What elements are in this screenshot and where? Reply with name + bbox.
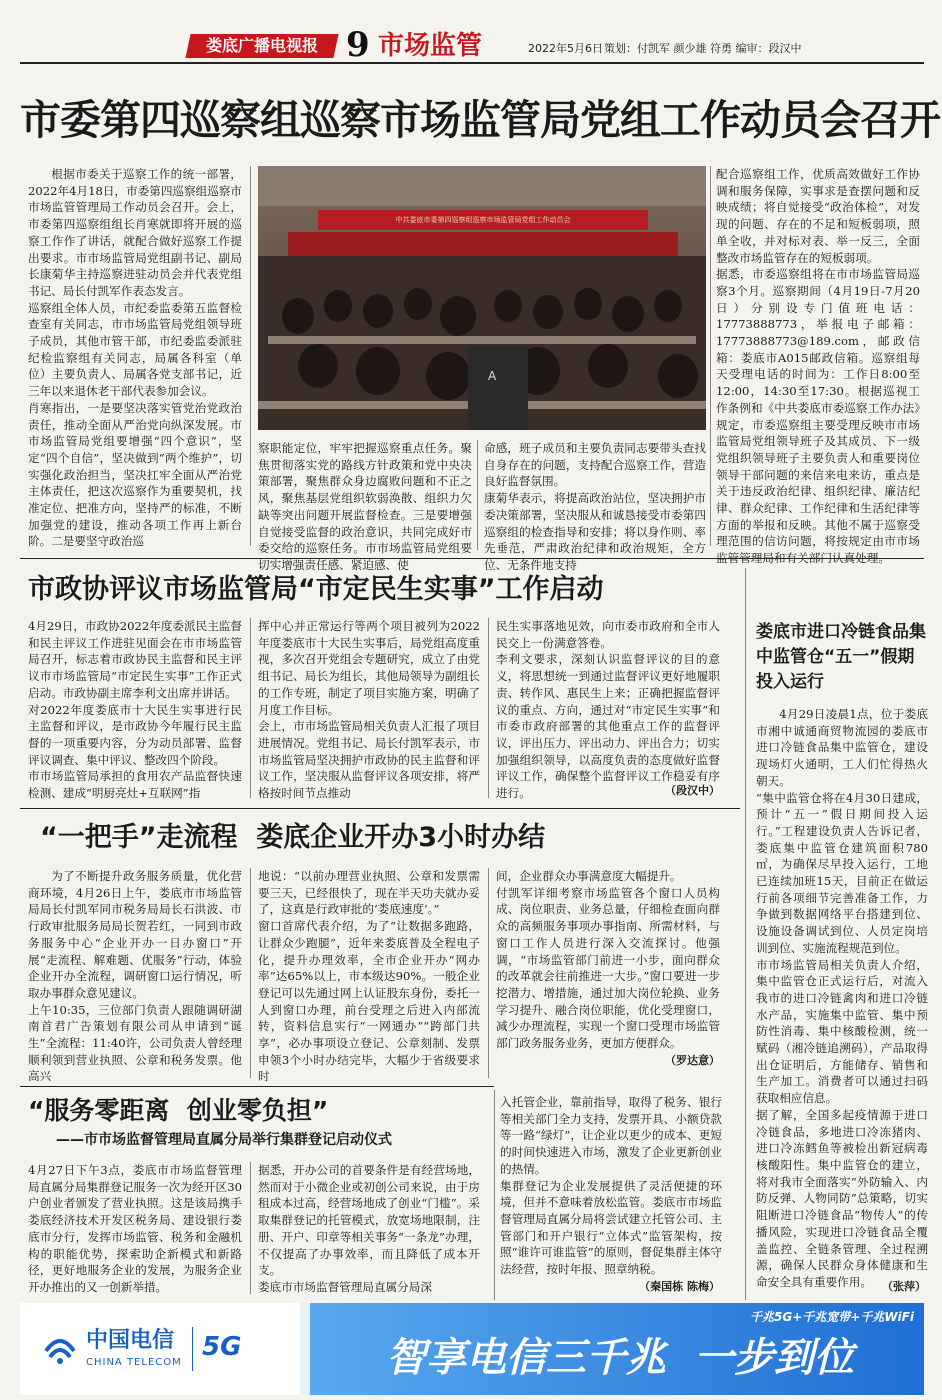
article1-col2: 察职能定位，牢牢把握巡察重点任务。聚焦贯彻落实党的路线方针政策和党中央决策部署，聚焦群众身边腐败问题和不正之风，聚焦基层党组织软弱涣散、组织力欠缺等突出问题开展监督检查。三是要增强自觉接受监督的政治意识，共同完成好市委交给的巡察任务。市市场监管局党组要切实增强责任感、紧迫感、使 [258, 441, 472, 572]
page-number: 9 [346, 25, 370, 65]
column-divider [745, 568, 746, 1300]
article2-col1: 4月29日，市政协2022年度委派民主监督和民主评议工作进驻见面会在市市场监管局召开，标志着市政协民主监督和民主评议市市场监管局“市定民生实事”工作正式启动。市政协副主席李利文出席并讲话。 对2022年度娄底市十大民生实事进行民主监督和评议，是市政协今年履行民主监督的一项重要内容，分为动员部署、监督评议调查、集中评议、整改四个阶段。 市市场监管局承担的食用农产品监督快速检测、建成“明厨亮灶+互联网”指 [28, 619, 242, 801]
column-divider [250, 868, 251, 1078]
meeting-photo-illustration [258, 166, 706, 430]
sidebar-byline: （张萍） [882, 1280, 926, 1293]
column-divider [250, 1162, 251, 1294]
ad-brand-en: CHINA TELECOM [86, 1357, 182, 1368]
credits: 策划：付凯军 颜少雄 符勇 编审：段汉中 [604, 42, 802, 55]
ad-divider [192, 1327, 193, 1371]
sidebar-headline: 娄底市进口冷链食品集中监管仓“五一”假期投入运行 [756, 622, 926, 692]
section-rule [20, 1086, 494, 1087]
section-rule [20, 808, 740, 809]
paper-name: 娄底广播电视报 [205, 36, 318, 55]
column-divider [250, 618, 251, 798]
article2-headline: 市政协评议市场监管局“市定民生实事”工作启动 [28, 574, 604, 605]
masthead [0, 0, 942, 64]
meeting-photo [258, 166, 706, 430]
svg-text:A: A [488, 369, 497, 383]
article4-col3: 入托管企业，靠前指导，取得了税务、银行等相关部门全力支持，发票开具、小额贷款等一路“绿灯”，让企业以更少的成本、更短的时间快速进入市场，激发了企业更新创业的热情。 集群登记为企业发展提供了灵活便捷的环境，但并不意味着放松监管。娄底市市场监督管理局直属分局将尝试建立托管公司、主管部门和开户银行“立体式”监管架构，按照“谁许可谁监管”的原则，督促集群主体守法经营，按时年报、照章纳税。 [500, 1095, 722, 1277]
paper-name-banner [185, 34, 338, 58]
sidebar-body: 4月29日凌晨1点，位于娄底市湘中诚通商贸物流园的娄底市进口冷链食品集中监管仓，建设现场灯火通明，工人们忙得热火朝天。 “集中监管仓将在4月30日建成，预计“五一”假日期间投入运行。”工程建设负责人告诉记者，娄底集中监管仓建筑面积780㎡，为确保尽早投入运行，工地已连续加班15天，目前正在做运行前各项细节完善准备工作，力争做到数据网络平台搭建到位、设施设备调试到位、人员定岗培训到位、实施流程规范到位。 市市场监管局相关负责人介绍，集中监管仓正式运行后，对流入我市的进口冷链禽肉和进口冷链水产品，实施集中监管、集中预防性消毒、集中核酸检测，统一赋码（湘冷链追溯码），产品取得出仓证明后，方能储存、销售和生产加工。消费者可以通过扫码获取相应信息。 据了解，全国多起疫情源于进口冷链食品，多地进口冷冻猪肉、进口冷冻鳕鱼等被检出新冠病毒核酸阳性。集中监管仓的建立，将对我市全面落实“外防输入、内防反弹、人物同防”总策略，切实阻断进口冷链食品“物传人”的传播风险，实现进口冷链食品全覆盖监控、全链条管理、全过程溯源，确保人民群众身体健康和生命安全具有重要作用。 [756, 707, 928, 1289]
section-title: 市场监管 [378, 31, 483, 61]
ad-brand-cn: 中国电信 [86, 1328, 175, 1353]
article4-col2: 据悉，开办公司的首要条件是有经营场地，然而对于小微企业或初创公司来说，由于房租成本过高，经营场地成了创业“门槛”。采取集群登记的托管模式，放宽场地限制，注册、开户、印章等相关事务“一条龙”办理，不仅提高了办事效率，而且降低了成本开支。 娄底市市场监督管理局直属分局深 [258, 1163, 480, 1294]
section-rule [20, 558, 924, 559]
photo-banner-text: 中共娄底市委第四巡察组巡察市场监管局党组工作动员会 [395, 216, 571, 224]
column-divider [488, 618, 489, 798]
article1-col1: 根据市委关于巡察工作的统一部署，2022年4月18日，市委第四巡察组巡察市市场监管管理局工作动员会召开。会上，市委第四巡察组组长肖寒就即将开展的巡察工作作了讲话，就配合做好巡察工作提出要求。市市场监管局党组副书记、副局长康菊华主持巡察进驻动员会并代表党组书记、局长付凯军作表态发言。 巡察组全体人员，市纪委监委第五监督检查室有关同志，市市场监管局党组领导班子成员，其他市管干部，市纪委监委派驻纪检监察组有关同志，局属各科室（单位）主要负责人、局属各党支部书记，近三年以来退休老干部代表参加会议。 肖寒指出，一是要坚决落实管党治党政治责任，推动全面从严治党向纵深发展。市市场监管局党组要增强“四个意识”，坚定“四个自信”，坚决做到“两个维护”，切实强化政治担当，坚决扛牢全面从严治党主体责任，把这次巡察作为重要契机，找准定位、把准方向，坚持严的标准，不断加强党的建设，推动各项工作再上新台阶。二是要坚守政治巡 [28, 167, 242, 549]
article1-headline: 市委第四巡察组巡察市场监管局党组工作动员会召开 [20, 96, 940, 144]
column-divider [494, 1090, 495, 1300]
article4-col1: 4月27日下午3点，娄底市市场监督管理局直属分局集群登记服务一次为经开区30户创业者颁发了营业执照。这是该局携手娄底经济技术开发区税务局、建设银行娄底市分行，发挥市场监管、税务和金融机构的职能优势，探索助企新模式和新路径，更好地服务企业的发展，为服务企业开办推出的又一创新举措。 [28, 1163, 242, 1294]
column-divider [250, 166, 251, 546]
article3-col1: 为了不断提升政务服务质量，优化营商环境，4月26日上午，娄底市市场监管局局长付凯军同市税务局局长石洪波、市行政审批服务局局长贺若红，一同到市政务服务中心“企业开办一日办窗口”开展“走流程、解难题、优服务”行动，体验企业开办全流程，调研窗口运行情况，听取办事群众意见建议。 上午10:35，三位部门负责人跟随调研湖南首君广告策划有限公司从申请到“诞生”全流程：11:40许，公司负责人曾经理顺利领到营业执照、公章和税务发票。他高兴 [28, 869, 242, 1084]
article3-col3: 间，企业群众办事满意度大幅提升。 付凯军详细考察市场监管各个窗口人员构成、岗位职责、业务总量，仔细检查面向群众的高频服务事项办事指南、所需材料，与窗口工作人员进行深入交流探讨。他强调，“市场监管部门前进一小步，面向群众的改革就会往前推进一大步。”窗口要进一步挖潜力、增措施，通过加大岗位轮换、业务学习提升、融合岗位职能，优化受理窗口，减少办理流程，实现一个窗口受理市场监管部门政务服务业务，更加方便群众。 [496, 869, 720, 1051]
article2-byline: （段汉中） [665, 784, 720, 797]
article2-col3: 民生实事落地见效，向市委市政府和全市人民交上一份满意答卷。 李利文要求，深刻认识监督评议的目的意义，将思想统一到通过监督评议更好地履职责、转作风、惠民生上来；正确把握监督评议的重点、方向，通过对“市定民生实事”和市委市政府部署的其他重点工作的监督评议，评出压力、评出动力、评出合力；切实加强组织领导，以高度负责的态度做好监督评议工作，确保整个监督评议工作稳妥有序进行。 [496, 619, 720, 801]
article4-subhead: ——市市场监督管理局直属分局举行集群登记启动仪式 [56, 1132, 392, 1148]
telecom-logo-icon [40, 1327, 80, 1367]
masthead-rule [20, 62, 924, 64]
column-divider [710, 166, 711, 546]
column-divider [488, 868, 489, 1078]
issue-date: 2022年5月6日 [528, 42, 603, 55]
article1-col3: 命感，班子成员和主要负责同志要带头查找自身存在的问题，支持配合巡察工作，营造良好监督氛围。 康菊华表示，将提高政治站位，坚决拥护市委决策部署，坚决服从和诚恳接受市委第四巡察组的检查指导和安排；将以身作则、率先垂范，严肃政治纪律和政治规矩，全方位、无条件地支持 [484, 441, 706, 572]
ad-slogan: 智享电信三千兆 一步到位 [386, 1335, 854, 1381]
article3-byline: （罗达意） [665, 1054, 720, 1067]
article4-byline: （秦国栋 陈梅） [639, 1280, 720, 1293]
article1-col4: 配合巡察组工作，优质高效做好工作协调和服务保障，实事求是查摆问题和反映成绩；将自觉接受“政治体检”，对发现的问题、存在的不足和短板弱项，照单全收，并对标对表、举一反三，全面整改市场监管存在的短板弱项。 据悉，市委巡察组将在市市场监管局巡察3个月。巡察期间（4月19日-7月20日）分别设专门值班电话：17773888773，举报电子邮箱：17773888773@189.com，邮政信箱：娄底市A015邮政信箱。巡察组每天受理电话的时间为：工作日8:00至12:00，14:30至17:30。根据巡视工作条例和《中共娄底市委巡察工作办法》规定，市委巡察组主要受理反映市市场监管局党组领导班子及其成员、下一级党组织领导班子主要负责人和重要岗位领导干部问题的来信来电来访，重点是关于违反政治纪律、组织纪律、廉洁纪律、群众纪律、工作纪律和生活纪律等方面的举报和反映。其他不属于巡察受理范围的信访问题，将按规定由市市场监管管理局和有关部门认真处理。 [716, 167, 920, 566]
column-divider [477, 440, 478, 550]
article2-col2: 挥中心并正常运行等两个项目被列为2022年度娄底市十大民生实事后，局党组高度重视，多次召开党组会专题研究，成立了由党组书记、局长为组长，其他局领导为副组长的工作专班，制定了项目实施方案，明确了月度工作目标。 会上，市市场监管局相关负责人汇报了项目进展情况。党组书记、局长付凯军表示，市市场监管局坚决拥护市政协的民主监督和评议工作，坚决服从监督评议各项安排，将严格按时间节点推动 [258, 619, 480, 801]
article3-col2: 地说：“以前办理营业执照、公章和发票需要三天，已经很快了，现在半天功夫就办妥了，这真是行政审批的‘娄底速度’。” 窗口首席代表介绍，为了“让数据多跑路，让群众少跑腿”，近年来娄底普及全程电子化，提升办理效率，全市企业开办“网办率”达65%以上，市本级达90%。一般企业登记可以先通过网上认证股东身份，委托一人到窗口办理，前台受理之后进入内部流转，资料信息实行“一网通办”“跨部门共享”，必办事项设立登记、公章刻制、发票申领3个小时办结完毕，大幅少于省级要求时 [258, 869, 480, 1084]
article4-headline: “服务零距离 创业零负担” [28, 1096, 329, 1125]
article3-headline: “一把手”走流程 娄底企业开办3小时办结 [40, 822, 546, 853]
ad-top-line: 千兆5G+千兆宽带+千兆WiFi [750, 1310, 914, 1324]
china-telecom-ad [20, 1303, 924, 1395]
ad-5g-tag: 5G [202, 1332, 242, 1362]
